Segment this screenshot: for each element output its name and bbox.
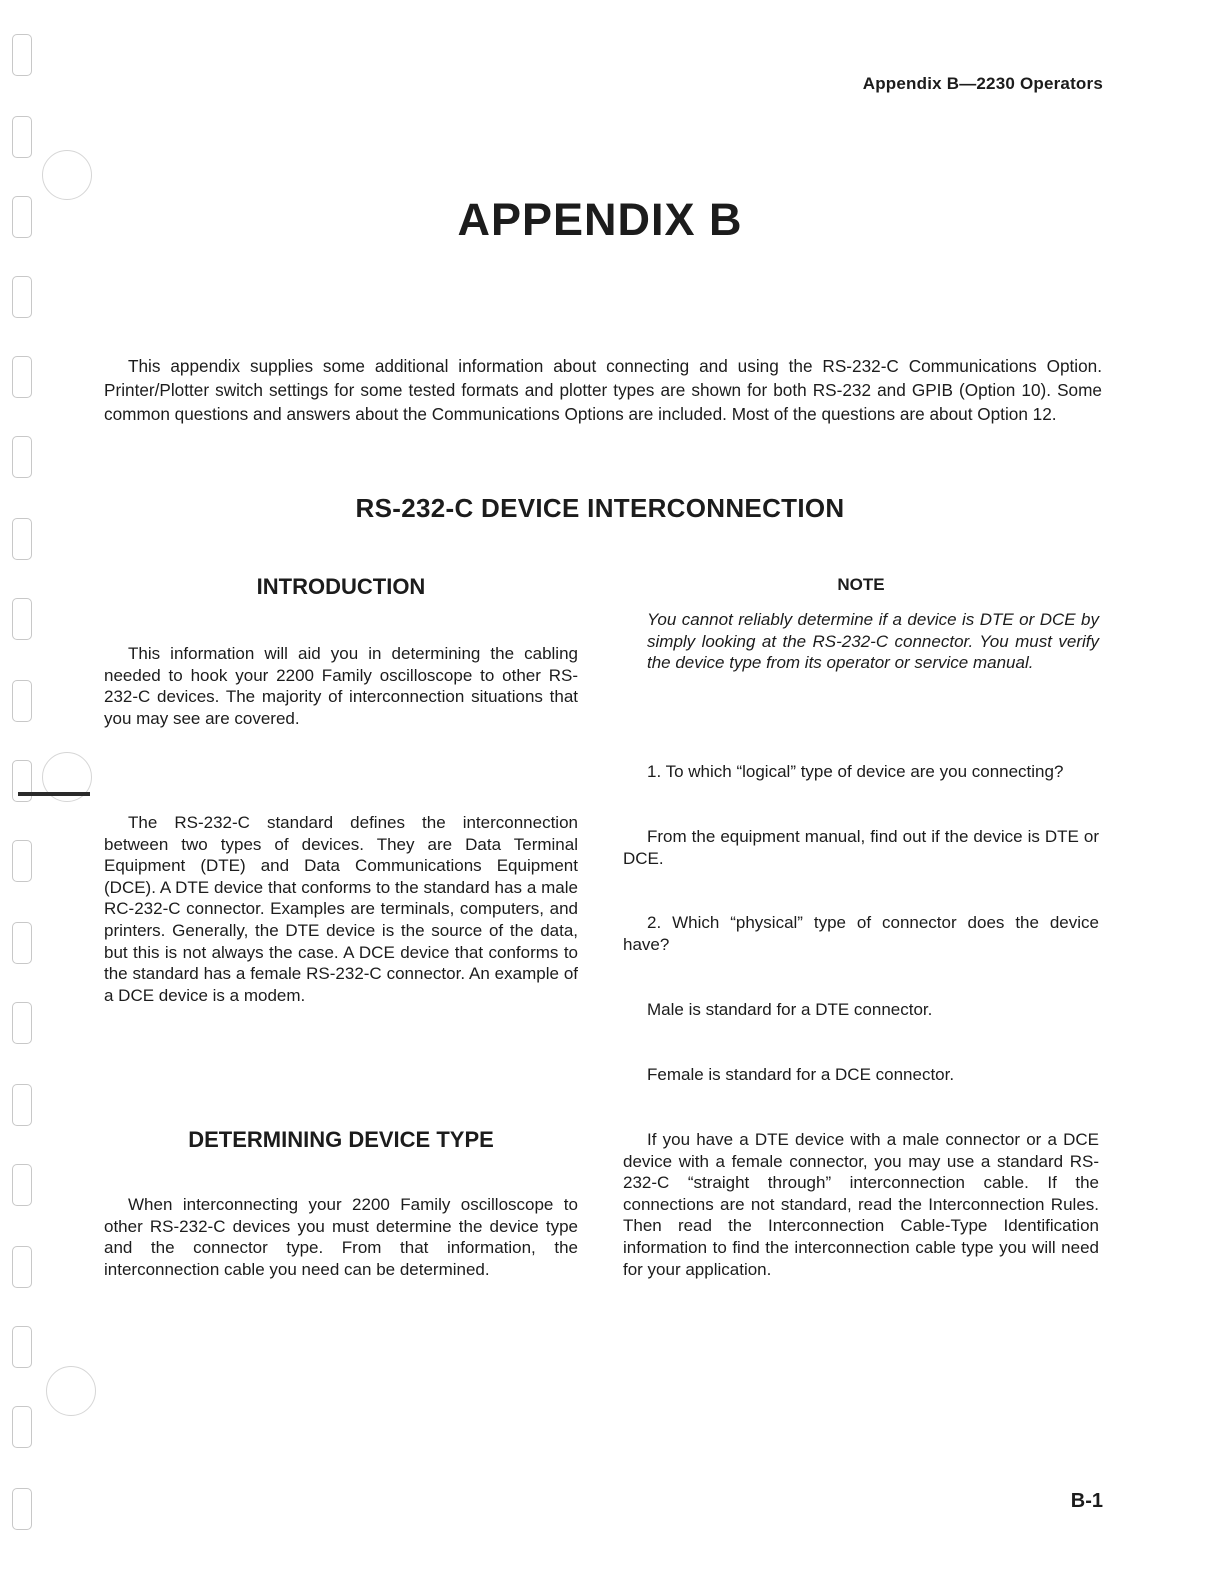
binder-hole-mark xyxy=(12,1246,32,1288)
question-2: 2. Which “physical” type of connector does the device have? xyxy=(623,913,1099,954)
binder-hole-mark xyxy=(12,34,32,76)
binder-hole-mark xyxy=(12,436,32,478)
introduction-paragraph-1: This information will aid you in determining the cabling needed to hook your 2200 Family oscilloscope to other RS-232-C devices. The majority of interconnection situations that you may see are covered. xyxy=(104,644,578,728)
note-label-block xyxy=(623,575,1099,595)
closing-paragraph-block xyxy=(623,1129,1099,1280)
question-2-block xyxy=(623,912,1099,955)
binder-hole-mark xyxy=(12,116,32,158)
closing-paragraph: If you have a DTE device with a male connector or a DCE device with a female connector, you may use a standard RS-232-C “straight through” interconnection cable. If the connections are not standard, read the Interconnection Rules. Then read the Interconnection Cable-Type Identification information to find the interconnection cable type you will need for your application. xyxy=(623,1130,1099,1279)
punch-hole-circle xyxy=(42,150,92,200)
question-1-block xyxy=(623,761,1099,783)
binder-hole-mark xyxy=(12,922,32,964)
answer-2-female: Female is standard for a DCE connector. xyxy=(647,1065,955,1084)
device-type-paragraph-block xyxy=(104,1194,578,1280)
binder-hole-mark xyxy=(12,840,32,882)
page-title: APPENDIX B xyxy=(457,194,743,245)
intro-paragraph: This appendix supplies some additional information about connecting and using the RS-232-C Communications Option. Printer/Plotter switch settings for some tested formats and plotter types are shown for both RS-232 and GPIB (Option 10). Some common questions and answers about the Communications Options are included. Most of the questions are about Option 12. xyxy=(104,356,1102,424)
question-1: 1. To which “logical” type of device are you connecting? xyxy=(647,762,1064,781)
answer-2-male: Male is standard for a DTE connector. xyxy=(647,1000,933,1019)
binder-hole-mark xyxy=(12,1488,32,1530)
binder-hole-mark xyxy=(12,598,32,640)
section-title: RS-232-C DEVICE INTERCONNECTION xyxy=(355,493,845,523)
binder-hole-mark xyxy=(12,1084,32,1126)
binder-hole-mark xyxy=(12,680,32,722)
binder-hole-mark xyxy=(12,276,32,318)
answer-2-female-block xyxy=(623,1064,1099,1086)
answer-1-block xyxy=(623,826,1099,869)
answer-1: From the equipment manual, find out if the device is DTE or DCE. xyxy=(623,827,1099,868)
note-text: You cannot reliably determine if a device is DTE or DCE by simply looking at the RS-232-C connector. You must verify the device type from its operator or service manual. xyxy=(647,610,1099,673)
note-label: NOTE xyxy=(837,575,885,594)
page-number: B-1 xyxy=(1070,1490,1103,1512)
binder-hole-mark xyxy=(12,518,32,560)
introduction-paragraph-1-block xyxy=(104,643,578,729)
answer-2-male-block xyxy=(623,999,1099,1021)
punch-hole-circle xyxy=(46,1366,96,1416)
device-type-heading: DETERMINING DEVICE TYPE xyxy=(188,1127,494,1152)
binder-hole-mark xyxy=(12,1406,32,1448)
binder-hole-mark xyxy=(12,1164,32,1206)
device-type-heading-block xyxy=(104,1127,578,1153)
binder-hole-mark xyxy=(12,1326,32,1368)
binder-hole-mark xyxy=(12,1002,32,1044)
introduction-heading: INTRODUCTION xyxy=(256,574,426,599)
note-text-block xyxy=(623,609,1099,674)
introduction-heading-block xyxy=(104,574,578,600)
punch-dash-mark xyxy=(18,792,90,796)
introduction-paragraph-2-block xyxy=(104,812,578,1006)
device-type-paragraph: When interconnecting your 2200 Family oscilloscope to other RS-232-C devices you must determine the device type and the connector type. From that information, the interconnection cable you need can be determined. xyxy=(104,1195,578,1279)
running-header: Appendix B—2230 Operators xyxy=(862,74,1103,93)
introduction-paragraph-2: The RS-232-C standard defines the interconnection between two types of devices. They are Data Terminal Equipment (DTE) and Data Communications Equipment (DCE). A DTE device that conforms to the standard has a male RC-232-C connector. Examples are terminals, computers, and printers. Generally, the DTE device is the source of the data, but this is not always the case. A DCE device that conforms to the standard has a female RS-232-C connector. An example of a DCE device is a modem. xyxy=(104,813,578,1005)
binder-hole-mark xyxy=(12,356,32,398)
